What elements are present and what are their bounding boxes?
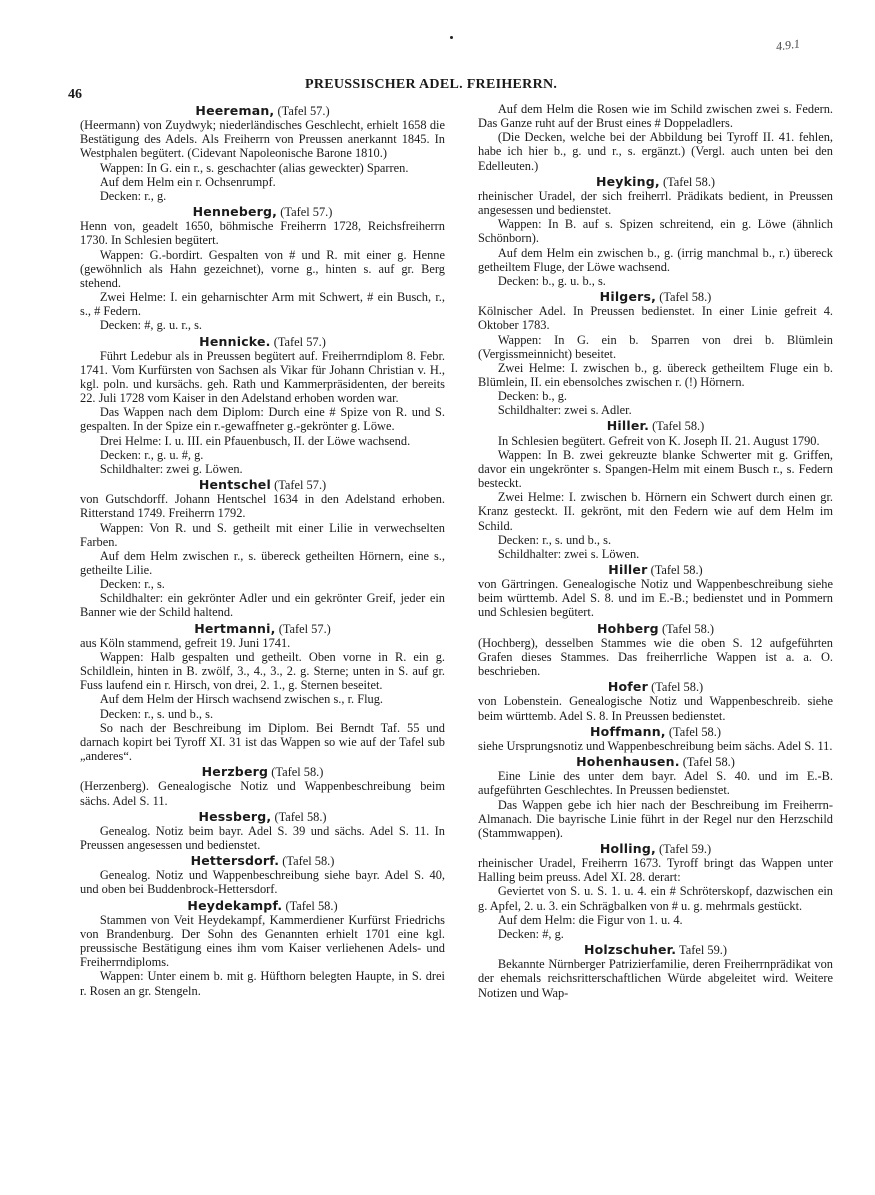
entry-text: Auf dem Helm der Hirsch wachsend zwischen s., r. Flug. <box>99 692 384 707</box>
page-number: 46 <box>68 87 82 102</box>
entry-text: Kölnischer Adel. In Preussen bedienstet. In einer Linie gefreit 4. Oktober 1783. <box>478 304 833 333</box>
entry-text: Auf dem Helm ein zwischen b., g. (irrig manchmal b., r.) übereck getheiltem Fluge, der Löwe wachsend. <box>478 245 833 274</box>
entry-text: Wappen: G.-bordirt. Gespalten von # und R. mit einer g. Henne (gewöhnlich als Hahn gezeichnet), vorne g., hinten s. auf gr. Berg stehend. <box>80 247 445 290</box>
entry-text: Decken: r., s. und b., s. <box>99 706 214 721</box>
speck <box>450 36 453 39</box>
entry-text: von Lobenstein. Genealogische Notiz und Wappenbeschreib. siehe beim württemb. Adel S. 8. In Preussen bedienstet. <box>478 694 833 723</box>
entry-heading-hettersdorf: Hettersdorf. (Tafel 58.) <box>190 853 335 869</box>
entry-text: Eine Linie des unter dem bayr. Adel S. 40. und im E.-B. aufgeführten Geschlechtes. In Preussen bedienstet. <box>478 769 833 798</box>
entry-heading-hohberg: Hohberg (Tafel 58.) <box>596 620 715 636</box>
pencil-annotation: 4.9.1 <box>775 36 801 54</box>
entry-heading-henneberg: Henneberg, (Tafel 57.) <box>192 204 333 220</box>
entry-heading-heereman: Heereman, (Tafel 57.) <box>195 103 330 118</box>
entry-text: von Gutschdorff. Johann Hentschel 1634 in den Adelstand erhoben. Ritterstand 1749. Freiherrn 1792. <box>80 492 445 521</box>
entry-text: Zwei Helme: I. ein geharnischter Arm mit Schwert, # ein Busch, r., s., # Federn. <box>80 290 445 319</box>
entry-text: Drei Helme: I. u. III. ein Pfauenbusch, II. der Löwe wachsend. <box>99 433 411 448</box>
entry-text: Wappen: Von R. und S. getheilt mit einer Lilie in verwechselten Farben. <box>80 520 445 549</box>
entry-text: rheinischer Uradel, der sich freiherrl. Prädikats bedient, in Preussen angesessen und bedienstet. <box>478 188 833 218</box>
entry-heading-hessberg: Hessberg, (Tafel 58.) <box>198 808 327 824</box>
entry-heading-hennicke: Hennicke. (Tafel 57.) <box>199 333 326 349</box>
entry-text: Genealog. Notiz beim bayr. Adel S. 39 und sächs. Adel S. 11. In Preussen angesessen und bedienstet. <box>80 823 445 852</box>
entry-text: Decken: r., s. <box>99 577 165 592</box>
entry-text: So nach der Beschreibung im Diplom. Bei Berndt Taf. 55 und darnach kopirt bei Tyroff XI. 31 ist das Wappen so wie auf der Tafel sub „anderes“. <box>80 720 445 764</box>
entry-heading-hentschel: Hentschel (Tafel 57.) <box>198 477 327 493</box>
entry-text: Auf dem Helm zwischen r., s. übereck getheilten Hörnern, eine s., getheilte Lilie. <box>80 548 445 577</box>
entry-text: Genealog. Notiz und Wappenbeschreibung siehe bayr. Adel S. 40, und oben bei Buddenbrock-Hettersdorf. <box>80 868 445 897</box>
entry-text: Bekannte Nürnberger Patrizierfamilie, deren Freiherrnprädikat von der ehemals reichsritterschaftlichen Würde abgeleitet wird. Weitere Notizen und Wap- <box>478 957 833 1000</box>
entry-heading-holling: Holling, (Tafel 59.) <box>599 840 712 856</box>
entry-heading-holzschuher: Holzschuher. Tafel 59.) <box>583 942 728 958</box>
entry-text: Stammen von Veit Heydekampf, Kammerdiener Kurfürst Friedrichs von Brandenburg. Der Sohn des Genannten erhielt 1701 eine kgl. preussische Bestätigung eines ihm vom Kaiser verliehenen Adels- und Freiherrndiploms. <box>80 912 445 970</box>
entry-text: Führt Ledebur als in Preussen begütert auf. Freiherrndiplom 8. Febr. 1741. Vom Kurfürsten von Sachsen als Vikar für Johann Christian v. H., kgl. poln. und kursächs. geh. Rath und Kammerpräsidenten, der bereits 22. Juli 1728 vom Kaiser in den Adelstand erhoben worden war. <box>80 348 445 406</box>
entry-text: Henn von, geadelt 1650, böhmische Freiherrn 1728, Reichsfreiherrn 1730. In Schlesien begütert. <box>80 219 445 248</box>
entry-text: siehe Ursprungsnotiz und Wappenbeschreibung beim sächs. Adel S. 11. <box>478 738 833 753</box>
running-header: PREUSSISCHER ADEL. FREIHERRN. <box>305 77 558 92</box>
entry-text: Schildhalter: ein gekrönter Adler und ein gekrönter Greif, jeder ein Banner wie der Schild haltend. <box>80 591 445 620</box>
entry-text: Decken: b., g. u. b., s. <box>497 273 606 288</box>
entry-text: (Die Decken, welche bei der Abbildung bei Tyroff II. 41. fehlen, habe ich hier b., g. und r., s. ergänzt.) (Vergl. auch unten bei den Edelleuten.) <box>478 130 833 173</box>
entry-text: (Heermann) von Zuydwyk; niederländisches Geschlecht, erhielt 1658 die Bestätigung des Adels. Als Freiherrn von Preussen anerkannt 1845. In Westphalen begütert. (Cidevant Napoleonische Barone 1810.) <box>80 118 445 161</box>
entry-text: Decken: b., g. <box>497 389 567 404</box>
entry-text: Decken: r., g. <box>99 188 167 203</box>
right-column <box>478 102 833 1000</box>
entry-heading-hertmanni: Hertmanni, (Tafel 57.) <box>194 620 331 636</box>
entry-heading-hofer: Hofer (Tafel 58.) <box>607 679 704 695</box>
entry-text: In Schlesien begütert. Gefreit von K. Joseph II. 21. August 1790. <box>497 433 820 448</box>
entry-text: Zwei Helme: I. zwischen b. Hörnern ein Schwert durch einen gr. Kranz gesteckt. II. gekrönt, mit den Federn wie auf dem Helm im Schild. <box>478 490 833 533</box>
entry-text: Schildhalter: zwei s. Adler. <box>497 403 632 418</box>
entry-text: Wappen: In B. zwei gekreuzte blanke Schwerter mit g. Griffen, davor ein ungekrönter s. Spangen-Helm mit einem Busch r., s. Federn besteckt. <box>478 447 833 491</box>
entry-text: Auf dem Helm ein r. Ochsenrumpf. <box>99 174 276 189</box>
entry-heading-hilgers: Hilgers, (Tafel 58.) <box>599 289 712 305</box>
entry-text: (Herzenberg). Genealogische Notiz und Wappenbeschreibung beim sächs. Adel S. 11. <box>80 779 445 808</box>
entry-text: Auf dem Helm die Rosen wie im Schild zwischen zwei s. Federn. Das Ganze ruht auf der Brust eines # Doppeladlers. <box>478 102 833 131</box>
entry-heading-hiller: Hiller. (Tafel 58.) <box>606 418 705 434</box>
left-column <box>80 102 445 998</box>
entry-text: Decken: #, g. <box>497 926 564 941</box>
entry-text: Schildhalter: zwei s. Löwen. <box>497 546 640 561</box>
entry-text: Decken: r., g. u. #, g. <box>99 447 204 462</box>
entry-text: von Gärtringen. Genealogische Notiz und Wappenbeschreibung siehe beim württemb. Adel S. 8. und im E.-B.; bedienstet und in Pommern und Schlesien begütert. <box>478 577 833 620</box>
entry-text: Decken: #, g. u. r., s. <box>99 318 203 333</box>
entry-heading-hiller-gaertringen: Hiller (Tafel 58.) <box>608 562 703 577</box>
entry-text: Schildhalter: zwei g. Löwen. <box>99 461 243 476</box>
entry-heading-heyking: Heyking, (Tafel 58.) <box>595 173 716 189</box>
entry-text: Wappen: Halb gespalten und getheilt. Oben vorne in R. ein g. Schildlein, hinten in B. zwölf, 3., 4., 3., 2. g. Sterne; unten in S. auf gr. Fuss laufend ein r. Hirsch, von drei, 2. 1., g. Sternen beseitet. <box>80 649 445 693</box>
entry-heading-herzberg: Herzberg (Tafel 58.) <box>201 764 324 780</box>
entry-text: Zwei Helme: I. zwischen b., g. übereck getheiltem Fluge ein b. Blümlein, II. ein ebensolches zwischen r. (!) Hörnern. <box>478 360 833 389</box>
entry-heading-hoffmann: Hoffmann, (Tafel 58.) <box>590 723 721 739</box>
entry-text: Geviertet von S. u. S. 1. u. 4. ein # Schröterskopf, dazwischen ein g. Apfel, 2. u. 3. ein Schrägbalken von # u. g. mehrmals gestückt. <box>478 884 833 913</box>
entry-text: Decken: r., s. und b., s. <box>497 532 612 547</box>
entry-heading-heydekampf: Heydekampf. (Tafel 58.) <box>187 897 338 913</box>
entry-text: Wappen: In G. ein b. Sparren von drei b. Blümlein (Vergissmeinnicht) beseitet. <box>478 332 833 361</box>
entry-text: Wappen: In G. ein r., s. geschachter (alias geweckter) Sparren. <box>99 160 409 175</box>
entry-text: Wappen: Unter einem b. mit g. Hüfthorn belegten Haupte, in S. drei r. Rosen an gr. Stengeln. <box>80 969 445 998</box>
entry-text: Das Wappen nach dem Diplom: Durch eine # Spize von R. und S. gespalten. In der Spize ein r.-gewaffneter g.-gekrönter g. Löwe. <box>80 405 445 434</box>
entry-text: rheinischer Uradel, Freiherrn 1673. Tyroff bringt das Wappen unter Halling beim preuss. Adel XI. 28. derart: <box>478 856 833 885</box>
entry-text: aus Köln stammend, gefreit 19. Juni 1741. <box>80 635 291 650</box>
entry-text: Das Wappen gebe ich hier nach der Beschreibung im Freiherrn-Almanach. Die bayrische Linie führt in der Regel nur den Herzschild (Stammwappen). <box>478 797 833 840</box>
entry-heading-hohenhausen: Hohenhausen. (Tafel 58.) <box>576 754 735 770</box>
entry-text: (Hochberg), desselben Stammes wie die oben S. 12 aufgeführten Grafen dieses Stammes. Das freiherrliche Wappen ist a. a. O. beschrieben. <box>478 635 833 679</box>
entry-text: Wappen: In B. auf s. Spizen schreitend, ein g. Löwe (ähnlich Schönborn). <box>478 217 833 246</box>
entry-text: Auf dem Helm: die Figur von 1. u. 4. <box>497 912 683 927</box>
